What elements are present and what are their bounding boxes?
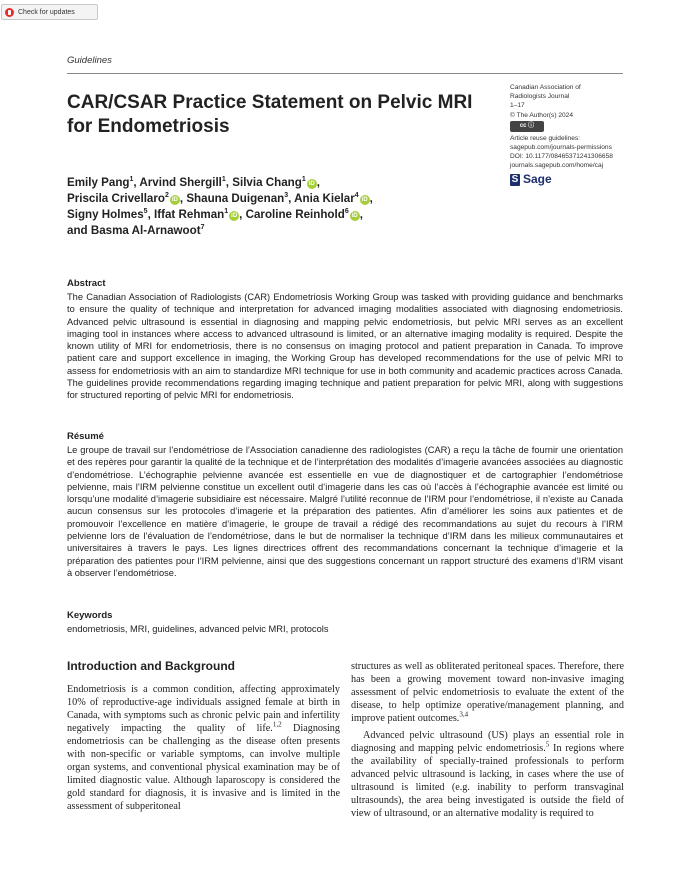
page-range: 1–17: [510, 102, 525, 110]
orcid-icon[interactable]: iD: [171, 197, 178, 203]
author-name: Ania Kielar: [294, 192, 355, 205]
abstract-heading: Abstract: [67, 278, 106, 289]
journal-homepage-link[interactable]: journals.sagepub.com/home/caj: [510, 162, 604, 170]
sage-logo: [510, 174, 628, 186]
paragraph-text: In regions where the availability of specially-trained professionals to perform advanced pelvic ultrasound is lacking, in cases where the use of ultrasound is limited (e.g. inability to perform transvaginal ultrasounds), the area being investigated is outside the field of view of ultrasound, or an alternative modality is required to: [351, 743, 624, 819]
orcid-icon[interactable]: iD: [361, 197, 368, 203]
article-title: CAR/CSAR Practice Statement on Pelvic MRI for Endometriosis: [67, 92, 473, 137]
resume-text: Le groupe de travail sur l’endométriose de l’Association canadienne des radiologistes (CAR) a reçu la tâche de fournir une orientation et des repères pour garantir la qualité de la technique et de l’interprétation des modalités d’imagerie avancées associées au diagnostic d’endométriose. L’échographie pelvienne avancée est essentielle en vue de diagnostiquer et de cartographier l’endométriose pelvienne, mais l’IRM pelvienne constitue un excellent outil d’imagerie dans les cas où l’accès à l’échographie avancée est limité ou lorsqu’une modalité d’imagerie subsidiaire est nécessaire. Malgré l’utilité reconnue de l’IRM pour l’endométriose, il n’existe au Canada aucun consensus sur les protocoles d’imagerie et la préparation des patientes. Afin d’améliorer les soins aux patientes et de promouvoir l’excellence en matière d’imagerie, le groupe de travail a rédigé des recommandations au sujet du recours à l’IRM pelvienne lors de l’évaluation de l’endométriose, dans le but de normaliser la technique d’IRM dans les milieux communautaires et universitaires à travers le pays. Les lignes directrices offrent des recommandations concernant la technique d’imagerie et la préparation des patientes pour l’IRM pelvienne, ainsi que des suggestions concernant un rapport structuré des examens d’IRM visant à observer l’endométriose.: [67, 445, 623, 578]
publisher-name: Sage: [523, 172, 552, 187]
author-line-4: [67, 223, 447, 239]
reference-marker[interactable]: 5: [545, 740, 550, 749]
abstract-text: The Canadian Association of Radiologists (CAR) Endometriosis Working Group was tasked with providing guidance and benchmarks to ensure the quality of technique and interpretation for advanced imaging modalities associated with diagnosing endometriosis. Advanced pelvic ultrasound is essential in diagnosing and mapping pelvic endometriosis, but pelvic MRI serves as an excellent imaging tool in instances where access to advanced ultrasound is limited, or an alternative imaging modality is required. Despite the known utility of MRI for endometriosis, there is no consensus on imaging protocol and patient preparation in Canada. To improve patient care and support excellence in imaging, the Working Group has developed recommendations for the use of pelvic MRI to assess for endometriosis with an aim to standardize MRI technique for use in both community and academic practices across Canada. The guidelines provide recommendations regarding imaging technique and patient preparation for pelvic MRI, along with suggestions for structured reporting of pelvic MRI for endometriosis.: [67, 292, 623, 401]
keywords-heading: Keywords: [67, 610, 113, 621]
paragraph-text: Endometriosis is a common condition, affecting approximately 10% of reproductive-age individuals assigned female at birth in Canada, with symptoms such as chronic pelvic pain and infertility negatively impacting the quality of life.: [67, 684, 340, 734]
paragraph-text: Diagnosing endometriosis can be challenging as the disease often presents with non-specific or variable symptoms, can involve multiple organ systems, and conventional physical examination may be of limited diagnostic value. Although laparoscopy is considered the gold standard for diagnosis, it is invasive and is limited in the assessment of subperitoneal: [67, 723, 340, 812]
author-name: Emily Pang: [67, 176, 130, 189]
orcid-icon[interactable]: iD: [351, 213, 358, 219]
author-prefix: and: [67, 224, 91, 237]
affiliation-marker: 1: [224, 208, 229, 216]
affiliation-marker: 1: [301, 176, 306, 184]
paragraph-text: Advanced pelvic ultrasound (US) plays an essential role in diagnosing and mapping pelvic endometriosis.: [351, 730, 624, 754]
author-name: Silvia Chang: [232, 176, 302, 189]
author-name: Arvind Shergill: [139, 176, 222, 189]
header-divider: [67, 73, 623, 74]
intro-paragraph: [67, 683, 340, 813]
creative-commons-icon[interactable]: cc ⓘ: [510, 121, 544, 132]
paragraph-text: structures as well as obliterated peritoneal spaces. Therefore, there has been a growing movement toward non-invasive imaging assessment of pelvic endometriosis to evaluate the extent of the disease, to help optimize operative/management planning, and improve patient outcomes.: [351, 661, 624, 724]
check-updates-icon: [5, 8, 14, 17]
author-line-1: Emily Pang$^1$, Arvind Shergill$^1$, Silvia Chang$^1$iD ,: [67, 176, 320, 189]
journal-name-line2: Radiologists Journal: [510, 93, 570, 101]
orcid-icon[interactable]: iD: [308, 181, 315, 187]
orcid-icon[interactable]: iD: [231, 213, 238, 219]
author-name: Caroline Reinhold: [245, 208, 345, 221]
permissions-link[interactable]: sagepub.com/journals-permissions: [510, 144, 612, 152]
copyright: © The Author(s) 2024: [510, 111, 574, 119]
author-line-3: Signy Holmes$^5$, Iffat Rehman$^1$iD , Caroline Reinhold$^6$iD ,: [67, 208, 363, 221]
author-name: Signy Holmes: [67, 208, 144, 221]
affiliation-marker: 7: [200, 224, 205, 232]
affiliation-marker: 2: [164, 192, 169, 200]
intro-right-column: [351, 660, 624, 820]
doi[interactable]: DOI: 10.1177/08465371241306658: [510, 153, 613, 161]
affiliation-marker: 6: [344, 208, 349, 216]
author-name: Shauna Duigenan: [186, 192, 285, 205]
reference-marker[interactable]: 3,4: [459, 710, 469, 719]
affiliation-marker: 1: [221, 176, 226, 184]
check-for-updates-badge[interactable]: [1, 4, 98, 20]
author-line-2: Priscila Crivellaro$^2$iD , Shauna Duigenan$^3$, Ania Kielar$^4$iD ,: [67, 192, 373, 205]
author-name: Iffat Rehman: [154, 208, 225, 221]
intro-paragraph: [351, 729, 624, 820]
intro-left-column: [67, 683, 340, 813]
sage-logo-icon: S: [511, 173, 519, 185]
affiliation-marker: 5: [143, 208, 148, 216]
reference-marker[interactable]: 1,2: [272, 720, 282, 729]
resume-heading: Résumé: [67, 431, 104, 442]
author-name: Priscila Crivellaro: [67, 192, 165, 205]
affiliation-marker: 1: [129, 176, 134, 184]
affiliation-marker: 4: [354, 192, 359, 200]
section-label: Guidelines: [67, 55, 112, 66]
intro-heading: Introduction and Background: [67, 659, 235, 673]
affiliation-marker: 3: [284, 192, 289, 200]
author-name: Basma Al-Arnawoot: [90, 224, 201, 237]
journal-info: [510, 83, 628, 186]
intro-paragraph: [351, 660, 624, 725]
journal-name-line1: Canadian Association of: [510, 84, 581, 91]
author-list: [67, 175, 447, 239]
reuse-guidelines-label: Article reuse guidelines:: [510, 134, 581, 142]
keywords-text: endometriosis, MRI, guidelines, advanced pelvic MRI, protocols: [67, 624, 329, 634]
check-for-updates-label: Check for updates: [18, 8, 75, 16]
